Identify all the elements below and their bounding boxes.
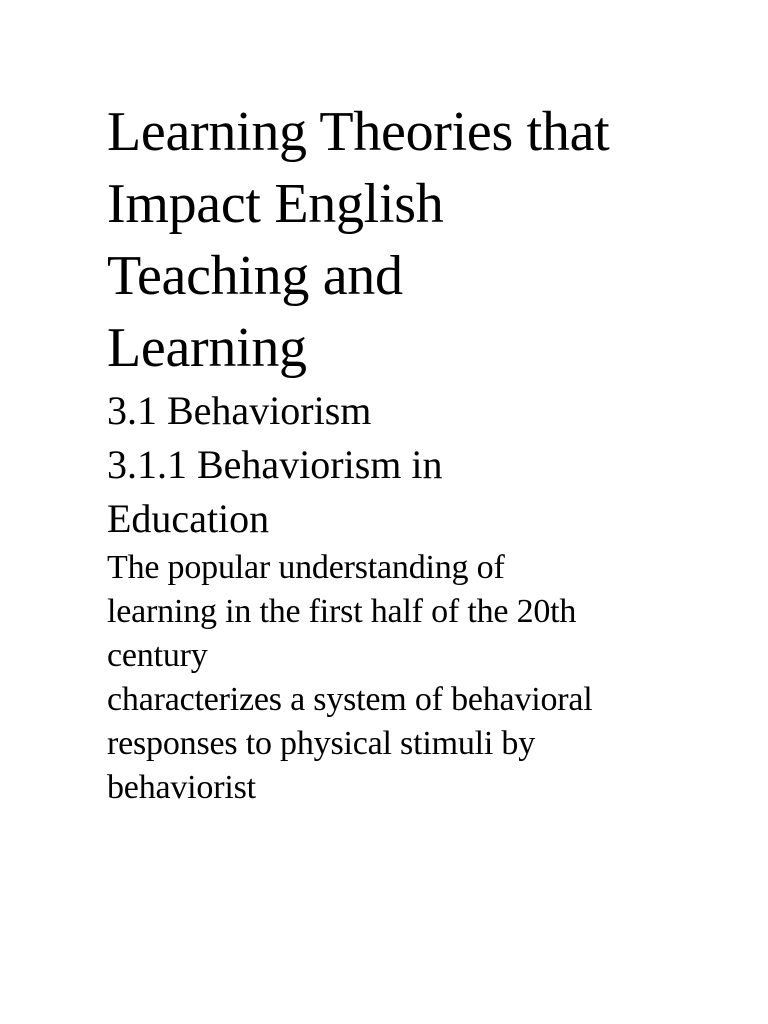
body-line: century	[107, 637, 208, 674]
document-title	[107, 96, 747, 384]
subsection-heading-line: 3.1.1 Behaviorism in	[107, 442, 443, 487]
title-line: Learning	[107, 317, 307, 379]
body-line: learning in the first half of the 20th	[107, 593, 577, 630]
body-line: The popular understanding of	[107, 549, 505, 586]
body-line: characterizes a system of behavioral	[107, 681, 593, 718]
title-line: Learning Theories that	[107, 101, 610, 163]
body-line: responses to physical stimuli by	[107, 725, 536, 762]
page-content	[107, 96, 747, 810]
body-line: behaviorist	[107, 769, 256, 806]
subsection-heading-line: Education	[107, 496, 270, 541]
title-line: Impact English	[107, 173, 444, 235]
subsection-heading	[107, 438, 747, 546]
section-heading: 3.1 Behaviorism	[107, 388, 372, 433]
title-line: Teaching and	[107, 245, 403, 307]
body-paragraph	[107, 546, 747, 810]
